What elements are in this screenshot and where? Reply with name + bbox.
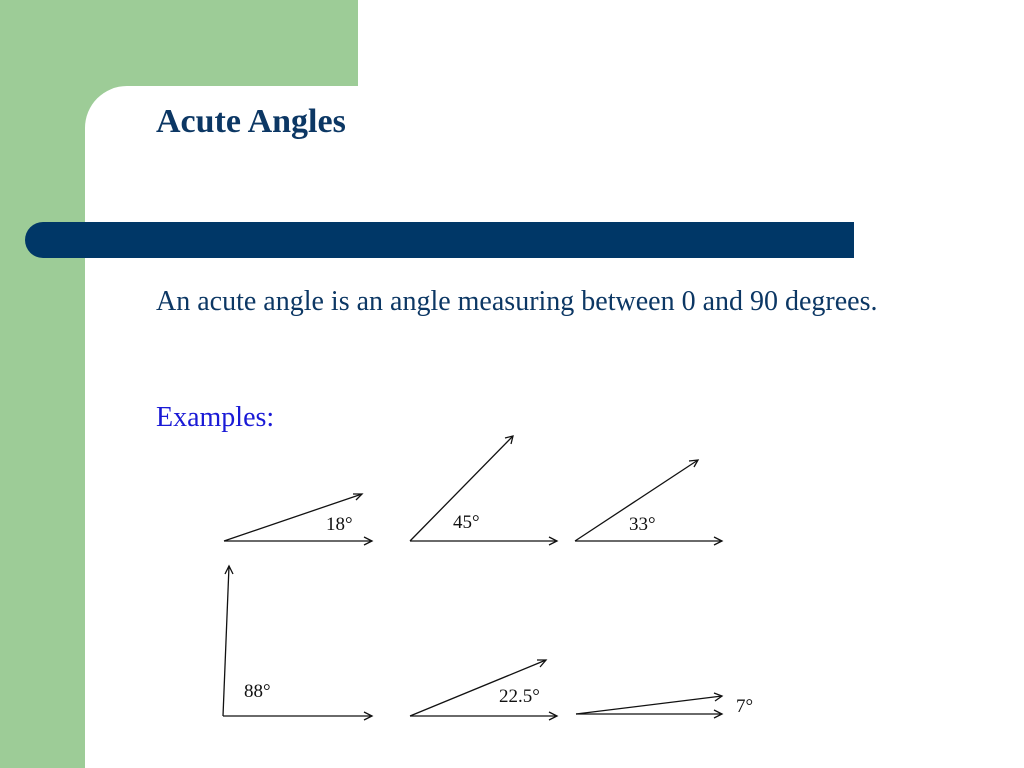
angle-label: 88° — [244, 681, 271, 702]
angle-label: 7° — [736, 696, 754, 717]
angle-example-7 — [576, 693, 753, 718]
angle-example-88 — [223, 566, 372, 720]
angle-label: 18° — [326, 514, 353, 535]
angle-example-22-5 — [410, 660, 557, 720]
angle-label: 33° — [629, 514, 656, 535]
definition-text: An acute angle is an angle measuring between 0 and 90 degrees. — [156, 286, 878, 317]
angle-label: 22.5° — [499, 686, 540, 707]
slide-title: Acute Angles — [156, 103, 346, 140]
angle-example-18 — [224, 494, 372, 545]
angle-label: 45° — [453, 512, 480, 533]
angle-example-45 — [410, 436, 557, 545]
examples-label: Examples: — [156, 402, 275, 433]
angle-example-33 — [575, 460, 722, 545]
